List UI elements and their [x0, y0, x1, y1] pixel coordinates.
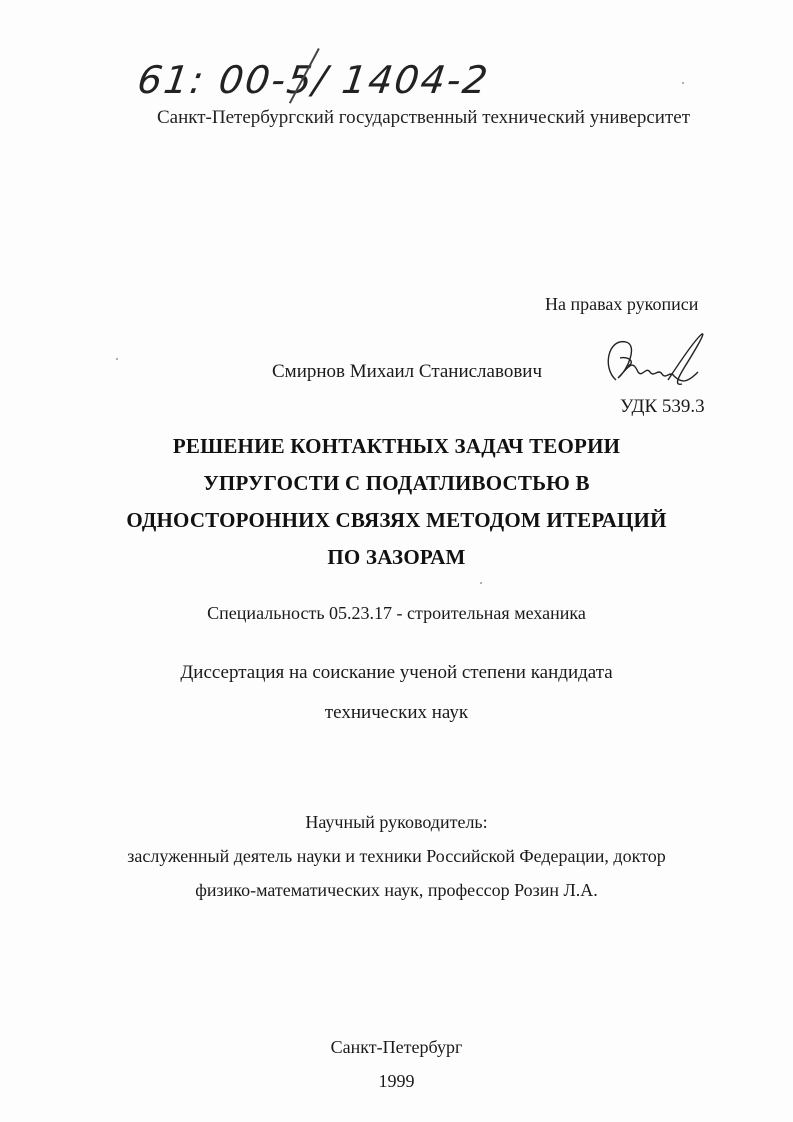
title-line-3: ОДНОСТОРОННИХ СВЯЗЯХ МЕТОДОМ ИТЕРАЦИЙ [126, 508, 667, 532]
advisor-label: Научный руководитель: [305, 812, 488, 832]
rights-note: На правах рукописи [545, 294, 699, 314]
archive-code-handwritten: 61: 00-5/ 1404-2 [134, 58, 493, 102]
advisor-line-1: заслуженный деятель науки и техники Российской Федерации, доктор [127, 846, 666, 866]
scan-speck [480, 582, 482, 584]
year: 1999 [378, 1071, 415, 1091]
title-line-2: УПРУГОСТИ С ПОДАТЛИВОСТЬЮ В [203, 471, 590, 495]
degree-line-2: технических наук [324, 702, 469, 723]
scan-speck [116, 358, 118, 360]
signature-icon [598, 328, 708, 398]
advisor-line-2: физико-математических наук, профессор Розин Л.А. [195, 880, 598, 900]
degree-line-1: Диссертация на соискание ученой степени кандидата [180, 662, 613, 683]
scan-speck [682, 82, 684, 84]
specialty: Специальность 05.23.17 - строительная механика [207, 603, 586, 623]
udk-code: УДК 539.3 [620, 396, 705, 417]
title-line-4: ПО ЗАЗОРАМ [327, 545, 466, 569]
city: Санкт-Петербург [330, 1037, 463, 1057]
title-line-1: РЕШЕНИЕ КОНТАКТНЫХ ЗАДАЧ ТЕОРИИ [172, 434, 621, 458]
author-name: Смирнов Михаил Станиславович [272, 361, 543, 382]
institution-name: Санкт-Петербургский государственный технический университет [157, 107, 690, 128]
